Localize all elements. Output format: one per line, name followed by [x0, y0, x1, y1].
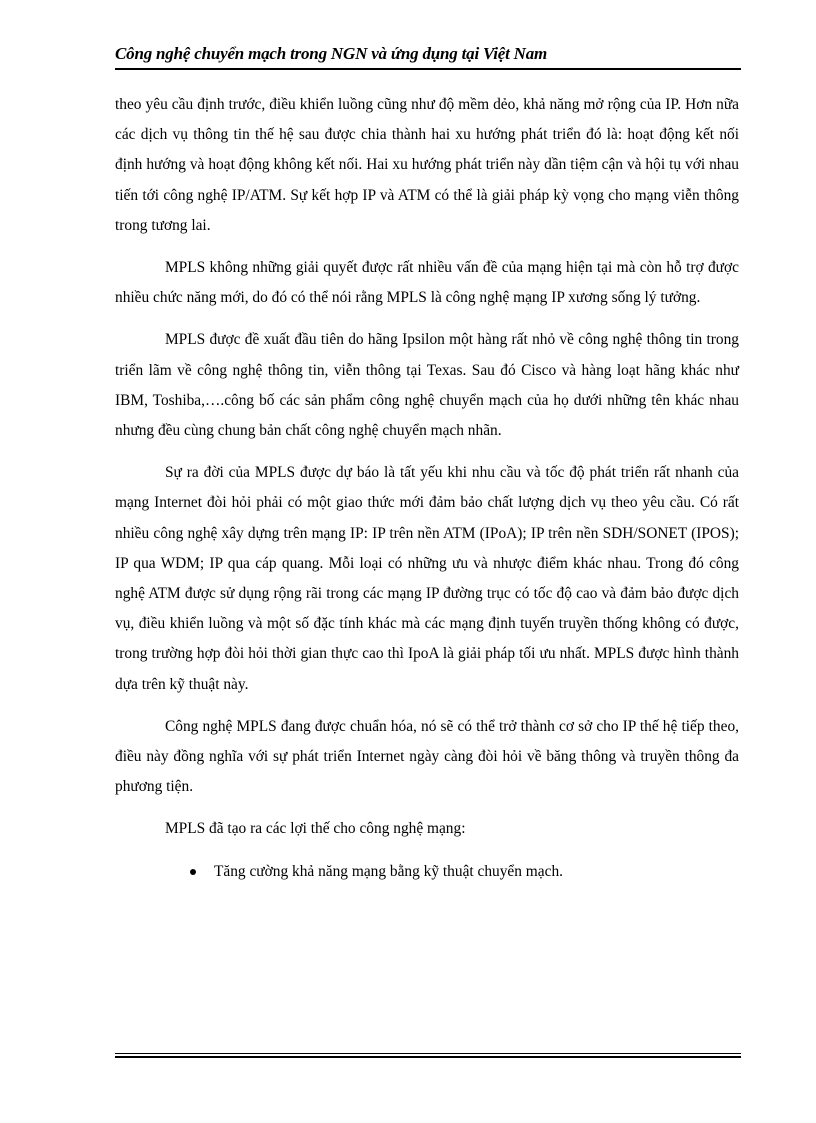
document-body: [115, 90, 739, 887]
header-divider: [115, 68, 741, 70]
body-paragraph: MPLS không những giải quyết được rất nhiều vấn đề của mạng hiện tại mà còn hỗ trợ được nhiều chức năng mới, do đó có thể nói rằng MPLS là công nghệ mạng IP xương sống lý tưởng.: [115, 259, 739, 307]
document-title: Công nghệ chuyển mạch trong NGN và ứng dụng tại Việt Nam: [115, 44, 548, 63]
list-item-text: Tăng cường khả năng mạng bằng kỹ thuật chuyển mạch.: [214, 862, 563, 880]
list-intro: MPLS đã tạo ra các lợi thế cho công nghệ mạng:: [165, 820, 466, 838]
list-item: [190, 857, 739, 887]
body-paragraph: MPLS được đề xuất đầu tiên do hãng Ipsilon một hàng rất nhỏ về công nghệ thông tin trong triển lãm về công nghệ thông tin, viễn thông tại Texas. Sau đó Cisco và hàng loạt hãng khác như IBM, Toshiba,….công bố các sản phẩm công nghệ chuyển mạch của họ dưới những tên khác nhau nhưng đều cùng chung bản chất công nghệ chuyển mạch nhãn.: [115, 331, 739, 440]
footer-divider: [115, 1053, 741, 1058]
bullet-icon: [190, 869, 196, 875]
body-paragraph: Sự ra đời của MPLS được dự báo là tất yếu khi nhu cầu và tốc độ phát triển rất nhanh của mạng Internet đòi hỏi phải có một giao thức mới đảm bảo chất lượng dịch vụ theo yêu cầu. Có rất nhiều công nghệ xây dựng trên mạng IP: IP trên nền ATM (IPoA); IP trên nền SDH/SONET (IPOS); IP qua WDM; IP qua cáp quang. Mỗi loại có những ưu và nhược điểm khác nhau. Trong đó công nghệ ATM được sử dụng rộng rãi trong các mạng IP đường trục có tốc độ cao và đảm bảo được dịch vụ, điều khiển luồng và một số đặc tính khác mà các mạng định tuyến truyền thống không có được, trong trường hợp đòi hỏi thời gian thực cao thì IpoA là giải pháp tối ưu nhất. MPLS được hình thành dựa trên kỹ thuật này.: [115, 464, 739, 693]
page-header: [115, 44, 741, 72]
body-paragraph: Công nghệ MPLS đang được chuẩn hóa, nó sẽ có thể trở thành cơ sở cho IP thế hệ tiếp theo, điều này đồng nghĩa với sự phát triển Internet ngày càng đòi hỏi về băng thông và truyền thông đa phương tiện.: [115, 717, 739, 796]
bullet-list: [115, 857, 739, 887]
body-paragraph: theo yêu cầu định trước, điều khiển luồng cũng như độ mềm dẻo, khả năng mở rộng của IP. Hơn nữa các dịch vụ thông tin thế hệ sau được chia thành hai xu hướng phát triển đó là: hoạt động kết nối định hướng và hoạt động không kết nối. Hai xu hướng phát triển này dần tiệm cận và hội tụ với nhau tiến tới công nghệ IP/ATM. Sự kết hợp IP và ATM có thể là giải pháp kỳ vọng cho mạng viễn thông trong tương lai.: [115, 96, 739, 234]
